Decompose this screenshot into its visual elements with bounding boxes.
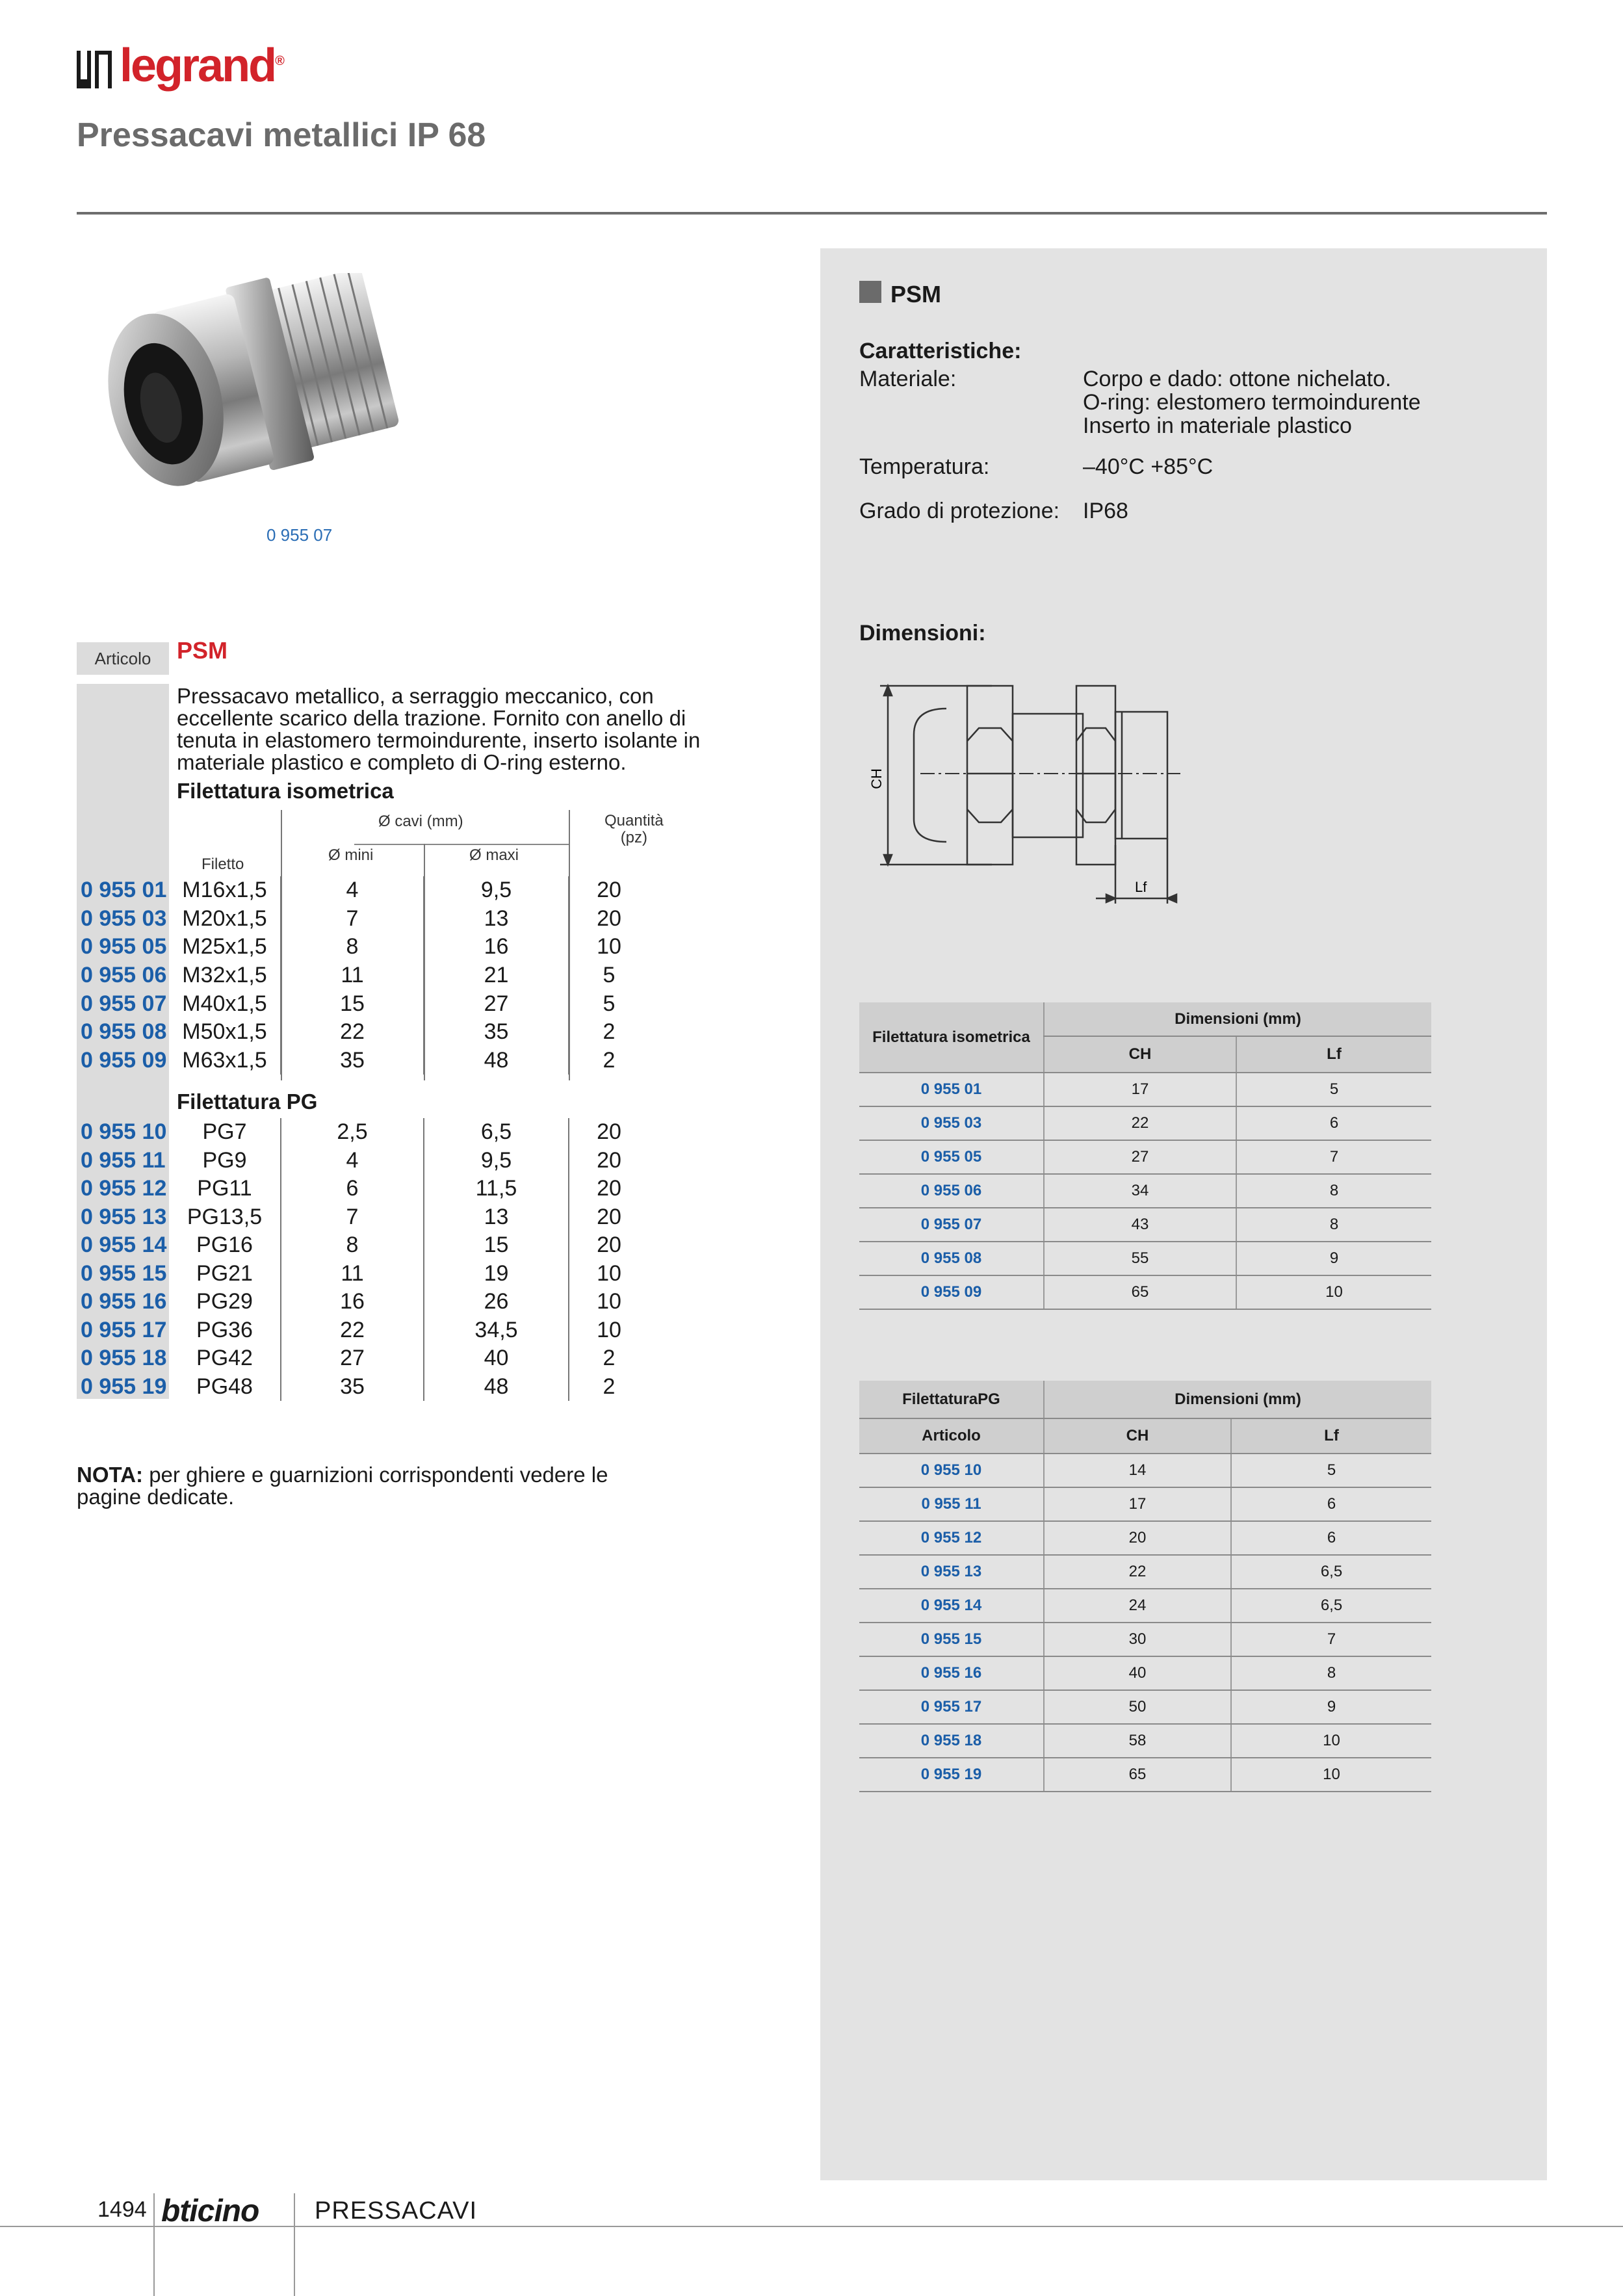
article-code: 0 955 18 [859, 1724, 1044, 1758]
article-code: 0 955 05 [81, 934, 167, 959]
page-number: 1494 [97, 2197, 147, 2222]
article-code: 0 955 10 [859, 1454, 1044, 1487]
min-diameter: 7 [281, 1203, 424, 1232]
table-row [859, 1487, 1431, 1521]
article-code: 0 955 17 [81, 1317, 167, 1342]
table-row [77, 1147, 649, 1175]
max-diameter: 15 [424, 1231, 569, 1260]
lf-value: 6 [1231, 1521, 1431, 1555]
article-code: 0 955 13 [859, 1555, 1044, 1589]
dimensions-heading: Dimensioni: [859, 621, 986, 646]
article-code: 0 955 10 [81, 1119, 167, 1145]
ch-value: 24 [1044, 1589, 1231, 1623]
article-code: 0 955 01 [81, 878, 167, 903]
isometric-heading: Filettatura isometrica [177, 779, 394, 803]
quantity: 2 [569, 1018, 649, 1047]
min-diameter: 15 [281, 989, 424, 1018]
thread-value: PG21 [196, 1260, 253, 1286]
thread-value: M40x1,5 [182, 991, 267, 1016]
table-row [77, 989, 649, 1018]
article-code: 0 955 19 [81, 1374, 167, 1399]
table-row [859, 1454, 1431, 1487]
table-row [77, 1260, 649, 1288]
lf-value: 9 [1231, 1690, 1431, 1724]
table-row [859, 1555, 1431, 1589]
max-diameter: 48 [424, 1373, 569, 1402]
lf-value: 7 [1231, 1623, 1431, 1656]
min-diameter: 16 [281, 1288, 424, 1316]
article-code: 0 955 01 [859, 1073, 1044, 1106]
lf-value: 5 [1231, 1454, 1431, 1487]
note-text: per ghiere e guarnizioni corrispondenti vedere le pagine dedicate. [77, 1463, 608, 1509]
min-diameter: 4 [281, 1147, 424, 1175]
quantity: 20 [569, 905, 649, 933]
min-diameter: 7 [281, 905, 424, 933]
ch-value: 27 [1044, 1140, 1236, 1174]
material-line: Inserto in materiale plastico [1083, 413, 1352, 438]
min-diameter: 6 [281, 1175, 424, 1203]
min-diameter: 35 [281, 1047, 424, 1075]
table-header: Dimensioni (mm) [1044, 1002, 1431, 1036]
max-diameter: 26 [424, 1288, 569, 1316]
lf-value: 6 [1231, 1487, 1431, 1521]
table-header: CH [1044, 1418, 1231, 1454]
table-row [77, 1373, 649, 1402]
table-row [77, 1316, 649, 1345]
thread-value: PG13,5 [187, 1204, 263, 1229]
article-code: 0 955 12 [81, 1176, 167, 1201]
table-row [859, 1724, 1431, 1758]
table-row [77, 1118, 649, 1147]
ch-value: 65 [1044, 1758, 1231, 1792]
quantity: 10 [569, 1260, 649, 1288]
ch-value: 43 [1044, 1208, 1236, 1242]
material-value [1083, 367, 1421, 437]
lf-value: 5 [1236, 1073, 1431, 1106]
article-code: 0 955 14 [859, 1589, 1044, 1623]
max-diameter: 13 [424, 1203, 569, 1232]
max-diameter: 34,5 [424, 1316, 569, 1345]
temperature-value: –40°C +85°C [1083, 454, 1214, 479]
min-diameter: 22 [281, 1316, 424, 1345]
max-diameter: 21 [424, 961, 569, 990]
ch-value: 14 [1044, 1454, 1231, 1487]
ch-value: 22 [1044, 1106, 1236, 1140]
article-code: 0 955 18 [81, 1346, 167, 1371]
thread-value: PG42 [196, 1346, 253, 1371]
table-row [859, 1174, 1431, 1208]
min-diameter: 8 [281, 933, 424, 961]
col-header-min: Ø mini [328, 846, 374, 864]
quantity: 5 [569, 961, 649, 990]
dimension-diagram [855, 670, 1193, 917]
diagram-label-lf: Lf [1135, 879, 1147, 895]
thread-value: M63x1,5 [182, 1047, 267, 1073]
thread-value: M50x1,5 [182, 1019, 267, 1045]
article-code: 0 955 08 [81, 1019, 167, 1045]
legrand-mark-icon [77, 51, 112, 88]
ch-value: 40 [1044, 1656, 1231, 1690]
table-row [77, 876, 649, 905]
thread-value: M16x1,5 [182, 878, 267, 903]
ch-value: 50 [1044, 1690, 1231, 1724]
article-code: 0 955 17 [859, 1690, 1044, 1724]
table-row [859, 1758, 1431, 1792]
table-row [77, 961, 649, 990]
article-code: 0 955 15 [81, 1260, 167, 1286]
ch-value: 58 [1044, 1724, 1231, 1758]
article-code: 0 955 16 [81, 1289, 167, 1314]
max-diameter: 48 [424, 1047, 569, 1075]
panel-title: PSM [890, 281, 942, 307]
ch-value: 17 [1044, 1073, 1236, 1106]
quantity: 20 [569, 1118, 649, 1147]
quantity: 20 [569, 1147, 649, 1175]
min-diameter: 2,5 [281, 1118, 424, 1147]
ch-value: 55 [1044, 1242, 1236, 1275]
dimensions-table-pg [859, 1381, 1431, 1792]
thread-value: PG7 [202, 1119, 247, 1145]
table-header: Lf [1231, 1418, 1431, 1454]
article-code: 0 955 08 [859, 1242, 1044, 1275]
table-header: Dimensioni (mm) [1044, 1381, 1431, 1418]
thread-value: M32x1,5 [182, 963, 267, 988]
article-code: 0 955 06 [81, 963, 167, 988]
table-row [859, 1521, 1431, 1555]
max-diameter: 27 [424, 989, 569, 1018]
ch-value: 34 [1044, 1174, 1236, 1208]
dimensions-table-isometric [859, 1002, 1431, 1310]
table-row [859, 1656, 1431, 1690]
quantity: 5 [569, 989, 649, 1018]
min-diameter: 35 [281, 1373, 424, 1402]
table-row [859, 1140, 1431, 1174]
thread-value: PG29 [196, 1289, 253, 1314]
article-code: 0 955 13 [81, 1204, 167, 1229]
ch-value: 17 [1044, 1487, 1231, 1521]
characteristics-heading: Caratteristiche: [859, 339, 1022, 363]
table-row [77, 1018, 649, 1047]
article-code: 0 955 03 [81, 906, 167, 931]
max-diameter: 19 [424, 1260, 569, 1288]
material-line: Corpo e dado: ottone nichelato. [1083, 367, 1392, 391]
quantity: 2 [569, 1047, 649, 1075]
table-row [77, 1344, 649, 1373]
table-row [859, 1106, 1431, 1140]
catalog-table-pg [77, 1118, 649, 1401]
table-header: Filettatura isometrica [859, 1002, 1044, 1073]
article-code: 0 955 03 [859, 1106, 1044, 1140]
product-name: PSM [177, 637, 228, 664]
note-label: NOTA: [77, 1463, 144, 1487]
lf-value: 6 [1236, 1106, 1431, 1140]
footer-divider [153, 2193, 155, 2296]
col-header-quantity [604, 813, 664, 846]
article-code: 0 955 06 [859, 1174, 1044, 1208]
thread-value: PG16 [196, 1233, 253, 1258]
table-header: Articolo [859, 1418, 1044, 1454]
max-diameter: 9,5 [424, 1147, 569, 1175]
article-code: 0 955 05 [859, 1140, 1044, 1174]
article-code: 0 955 14 [81, 1233, 167, 1258]
article-code: 0 955 16 [859, 1656, 1044, 1690]
article-code: 0 955 11 [859, 1487, 1044, 1521]
product-description: Pressacavo metallico, a serraggio meccanico, con eccellente scarico della trazione. Fornito con anello di tenuta in elastomero termoindurente, inserto isolante in materiale plastico e completo di O-ring esterno. [177, 684, 701, 774]
min-diameter: 11 [281, 961, 424, 990]
col-header-thread: Filetto [201, 855, 244, 873]
article-code: 0 955 09 [81, 1047, 167, 1073]
catalog-table-isometric [77, 876, 649, 1075]
max-diameter: 13 [424, 905, 569, 933]
max-diameter: 16 [424, 933, 569, 961]
thread-value: PG11 [197, 1176, 252, 1201]
min-diameter: 22 [281, 1018, 424, 1047]
protection-label: Grado di protezione: [859, 499, 1060, 523]
table-row [77, 933, 649, 961]
quantity: 10 [569, 1316, 649, 1345]
lf-value: 10 [1231, 1758, 1431, 1792]
table-row [859, 1589, 1431, 1623]
article-code: 0 955 11 [81, 1147, 166, 1173]
lf-value: 6,5 [1231, 1555, 1431, 1589]
note [77, 1464, 662, 1508]
qty-label: Quantità [604, 812, 664, 829]
max-diameter: 35 [424, 1018, 569, 1047]
header-divider [354, 844, 569, 845]
max-diameter: 40 [424, 1344, 569, 1373]
table-row [77, 1047, 649, 1075]
article-code: 0 955 07 [859, 1208, 1044, 1242]
min-diameter: 27 [281, 1344, 424, 1373]
protection-value: IP68 [1083, 499, 1128, 523]
max-diameter: 6,5 [424, 1118, 569, 1147]
table-row [859, 1623, 1431, 1656]
product-photo [78, 273, 416, 533]
max-diameter: 11,5 [424, 1175, 569, 1203]
table-row [77, 905, 649, 933]
lf-value: 10 [1231, 1724, 1431, 1758]
ch-value: 22 [1044, 1555, 1231, 1589]
pg-heading: Filettatura PG [177, 1089, 318, 1114]
ch-value: 65 [1044, 1275, 1236, 1309]
table-row [859, 1690, 1431, 1724]
max-diameter: 9,5 [424, 876, 569, 905]
quantity: 2 [569, 1344, 649, 1373]
quantity: 20 [569, 1231, 649, 1260]
material-label: Materiale: [859, 367, 957, 391]
thread-value: M25x1,5 [182, 934, 267, 959]
table-header: CH [1044, 1036, 1236, 1073]
table-row [859, 1275, 1431, 1309]
table-row [77, 1288, 649, 1316]
article-code: 0 955 15 [859, 1623, 1044, 1656]
table-row [77, 1231, 649, 1260]
quantity: 20 [569, 876, 649, 905]
quantity: 2 [569, 1373, 649, 1402]
thread-value: PG9 [202, 1147, 247, 1173]
material-line: O-ring: elestomero termoindurente [1083, 390, 1421, 415]
thread-value: PG36 [196, 1317, 253, 1342]
lf-value: 6,5 [1231, 1589, 1431, 1623]
quantity: 20 [569, 1203, 649, 1232]
table-header: Lf [1236, 1036, 1431, 1073]
col-header-max: Ø maxi [469, 846, 519, 864]
square-bullet-icon [859, 281, 881, 303]
table-row [859, 1073, 1431, 1106]
page-title: Pressacavi metallici IP 68 [77, 116, 486, 154]
lf-value: 8 [1236, 1174, 1431, 1208]
header-divider [77, 212, 1547, 215]
diagram-label-ch: CH [868, 768, 885, 789]
bticino-logo: bticino [161, 2194, 259, 2228]
min-diameter: 8 [281, 1231, 424, 1260]
quantity: 20 [569, 1175, 649, 1203]
logo-wordmark: legrand® [120, 40, 283, 92]
temperature-label: Temperatura: [859, 454, 990, 479]
quantity: 10 [569, 933, 649, 961]
article-code: 0 955 12 [859, 1521, 1044, 1555]
lf-value: 8 [1231, 1656, 1431, 1690]
table-row [859, 1208, 1431, 1242]
lf-value: 10 [1236, 1275, 1431, 1309]
article-label: Articolo [77, 642, 169, 675]
table-row [77, 1175, 649, 1203]
min-diameter: 11 [281, 1260, 424, 1288]
thread-value: M20x1,5 [182, 906, 267, 931]
article-code: 0 955 19 [859, 1758, 1044, 1792]
ch-value: 30 [1044, 1623, 1231, 1656]
lf-value: 8 [1236, 1208, 1431, 1242]
lf-value: 9 [1236, 1242, 1431, 1275]
footer-divider [294, 2193, 295, 2296]
col-header-cables: Ø cavi (mm) [378, 813, 463, 830]
table-header: FilettaturaPG [859, 1381, 1044, 1418]
table-row [77, 1203, 649, 1232]
thread-value: PG48 [196, 1374, 253, 1399]
quantity: 10 [569, 1288, 649, 1316]
section-name: PRESSACAVI [315, 2197, 478, 2224]
photo-caption: 0 955 07 [266, 525, 333, 545]
qty-unit: (pz) [620, 829, 648, 846]
article-code: 0 955 09 [859, 1275, 1044, 1309]
article-code: 0 955 07 [81, 991, 167, 1016]
min-diameter: 4 [281, 876, 424, 905]
ch-value: 20 [1044, 1521, 1231, 1555]
lf-value: 7 [1236, 1140, 1431, 1174]
table-row [859, 1242, 1431, 1275]
